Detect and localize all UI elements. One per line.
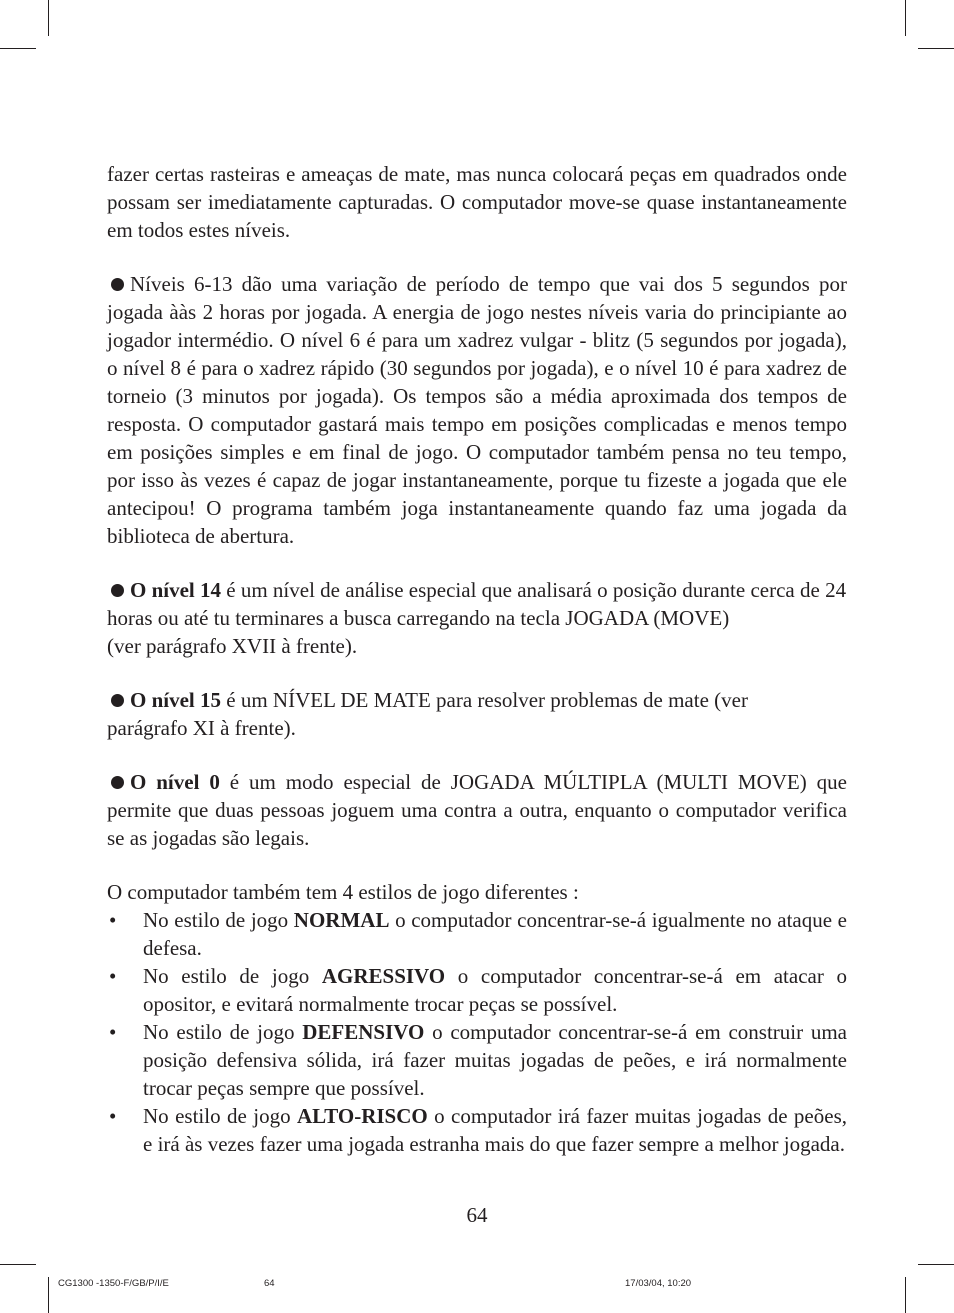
paragraph-text: é um modo especial de JOGADA MÚLTIPLA (MULTI MOVE) que permite que duas pessoas joguem uma contra a outra, enquanto o computador verifica se as jogadas são legais.: [107, 770, 847, 850]
crop-mark: [48, 0, 49, 36]
crop-mark: [905, 0, 906, 36]
crop-mark: [905, 1277, 906, 1313]
list-item: • No estilo de jogo ALTO-RISCO o computador irá fazer muitas jogadas de peões, e irá às vezes fazer uma jogada estranha mais do que fazer sempre a melhor jogada.: [109, 1104, 847, 1156]
list-item: • No estilo de jogo NORMAL o computador concentrar-se-á igualmente no ataque e defesa.: [109, 908, 847, 960]
level-title: O nível 0: [130, 770, 220, 794]
list-bullet: •: [109, 964, 117, 988]
styles-list: [107, 906, 847, 1158]
paragraph-level-15: [107, 686, 847, 742]
style-name: NORMAL: [293, 908, 390, 932]
list-item: • No estilo de jogo AGRESSIVO o computador concentrar-se-á em atacar o opositor, e evitará normalmente trocar peças se possível.: [109, 964, 847, 1016]
crop-mark: [918, 48, 954, 49]
bullet-icon: [111, 584, 124, 597]
footer-page: 64: [264, 1278, 275, 1289]
style-name: DEFENSIVO: [302, 1020, 425, 1044]
paragraph-text: Níveis 6-13 dão uma variação de período de tempo que vai dos 5 segundos por jogada ààs 2 horas por jogada. A energia de jogo nestes níveis varia do principiante ao jogador intermédio. O nível 6 é para um xadrez vulgar - blitz (5 segundos por jogada), o nível 8 é para o xadrez rápido (30 segundos por jogada), e o nível 10 é para xadrez de torneio (3 minutos por jogada). Os tempos são a média aproximada dos tempos de resposta. O computador gastará mais tempo em posições complicadas e menos tempo em posições simples e em final de jogo. O computador também pensa no teu tempo, por isso às vezes é capaz de jogar instantaneamente, porque tu fizeste a jogada que ele antecipou! O programa também joga instantaneamente quando faz uma jogada da biblioteca de abertura.: [107, 272, 847, 548]
paragraph-text: é um NÍVEL DE MATE para resolver problemas de mate (ver: [221, 688, 748, 712]
paragraph-text: (ver parágrafo XVII à frente).: [107, 634, 358, 658]
crop-mark: [918, 1264, 954, 1265]
footer-timestamp: 17/03/04, 10:20: [625, 1278, 692, 1289]
style-name: ALTO-RISCO: [297, 1104, 428, 1128]
crop-mark: [0, 48, 36, 49]
paragraph-level-14: [107, 576, 847, 660]
paragraph-levels-6-13: [107, 270, 847, 550]
crop-mark: [48, 1277, 49, 1313]
list-bullet: •: [109, 1020, 117, 1044]
bullet-icon: [111, 278, 124, 291]
bullet-icon: [111, 776, 124, 789]
list-bullet: •: [109, 1104, 117, 1128]
level-title: O nível 14: [130, 578, 222, 602]
paragraph-text: é um nível de análise especial que analisará o posição durante cerca de 24 horas ou até tu terminares a busca carregando na tecla JOGADA (MOVE): [107, 578, 847, 630]
page-body: [107, 160, 847, 1158]
styles-intro: O computador também tem 4 estilos de jogo diferentes :: [107, 880, 579, 904]
bullet-icon: [111, 694, 124, 707]
paragraph-text: parágrafo XI à frente).: [107, 716, 296, 740]
paragraph-intro: fazer certas rasteiras e ameaças de mate, mas nunca colocará peças em quadrados onde possam ser imediatamente capturadas. O computador move-se quase instantaneamente em todos estes níveis.: [107, 162, 847, 242]
list-bullet: •: [109, 908, 117, 932]
paragraph-level-0: [107, 768, 847, 852]
crop-mark: [0, 1264, 36, 1265]
level-title: O nível 15: [130, 688, 222, 712]
list-item: • No estilo de jogo DEFENSIVO o computador concentrar-se-á em construir uma posição defensiva sólida, irá fazer muitas jogadas de peões, e irá normalmente trocar peças sempre que possível.: [109, 1020, 847, 1100]
style-name: AGRESSIVO: [321, 964, 446, 988]
page-number: 64: [466, 1203, 488, 1227]
footer-code: CG1300 -1350-F/GB/P/I/E: [58, 1278, 169, 1289]
